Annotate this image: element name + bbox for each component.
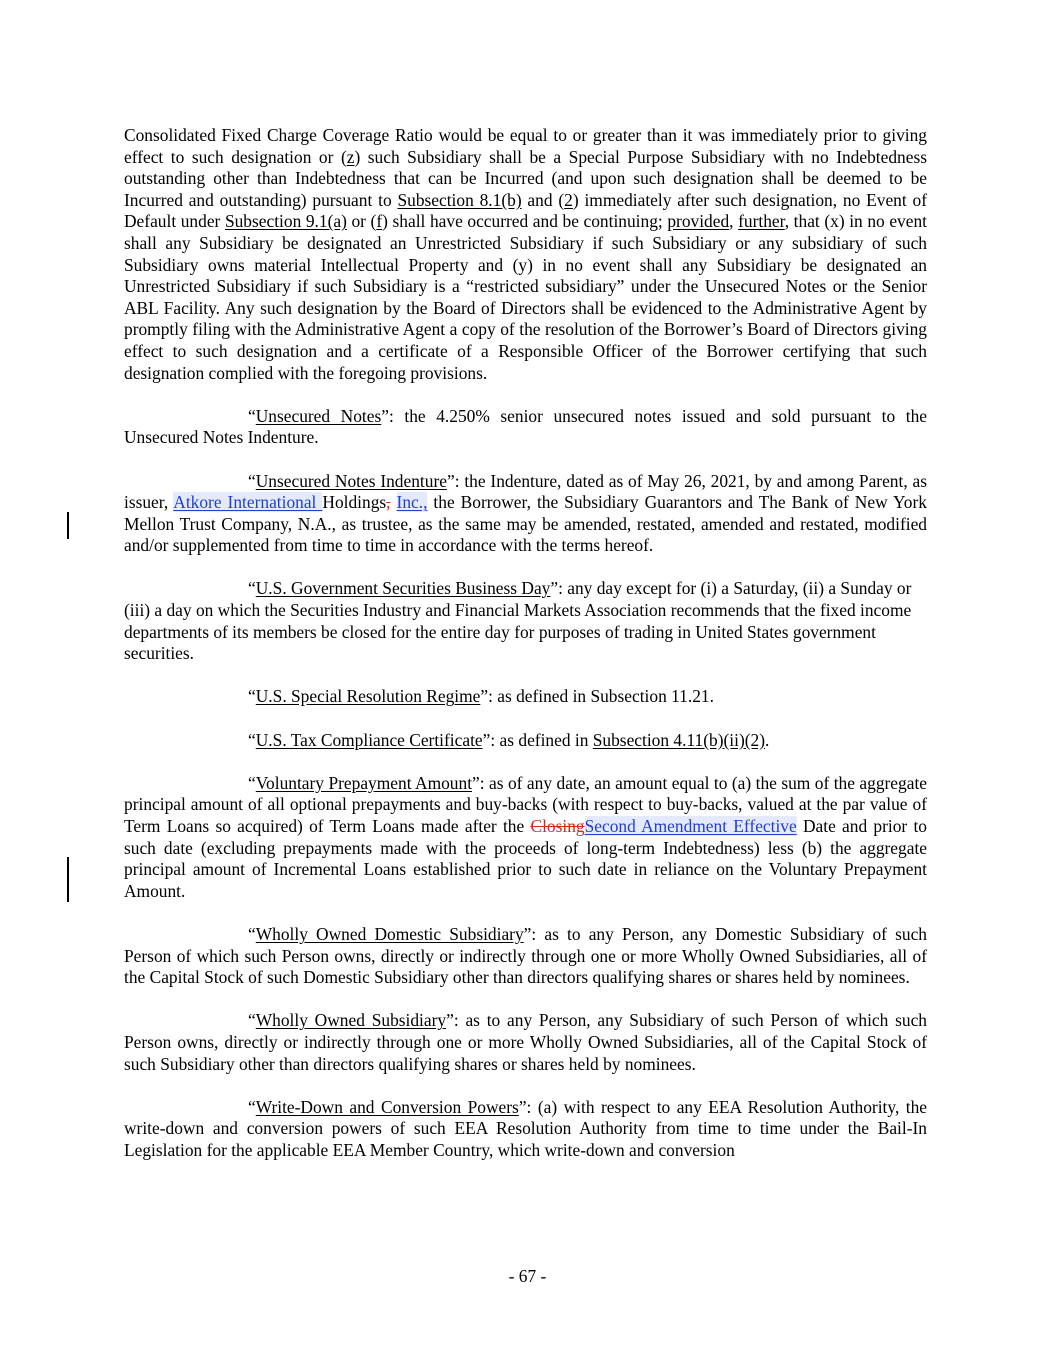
definition-wholly-owned-subsidiary: “Wholly Owned Subsidiary”: as to any Person, any Subsidiary of such Person of which such Person owns, directly or indirectly through one or more Wholly Owned Subsidiaries, all of the Capital Stock of such Subsidiary other than directors qualifying shares or shares held by nominees. bbox=[124, 1010, 928, 1074]
defined-term: Unsecured Notes bbox=[255, 405, 382, 426]
change-bar bbox=[67, 857, 69, 902]
definition-us-special-resolution-regime: “U.S. Special Resolution Regime”: as defined in Subsection 11.21. bbox=[248, 686, 714, 707]
inserted-text: Second Amendment Effective bbox=[584, 816, 797, 836]
document-page bbox=[124, 125, 927, 1162]
definition-us-tax-compliance-certificate: “U.S. Tax Compliance Certificate”: as defined in Subsection 4.11(b)(ii)(2). bbox=[248, 729, 770, 750]
cross-reference-link: Subsection 9.1(a) bbox=[224, 211, 347, 232]
defined-term: Write-Down and Conversion Powers bbox=[255, 1096, 519, 1117]
defined-term: Unsecured Notes Indenture bbox=[255, 470, 447, 491]
change-bar bbox=[67, 512, 69, 539]
definition-us-government-securities-business-day: “U.S. Government Securities Business Day”: any day except for (i) a Saturday, (ii) a Sunday or (iii) a day on which the Securities Industry and Financial Markets Association recommends that the fixed income departments of its members be closed for the entire day for purposes of trading in United States government securities. bbox=[124, 578, 912, 664]
defined-term: Wholly Owned Domestic Subsidiary bbox=[255, 923, 524, 944]
defined-term: U.S. Special Resolution Regime bbox=[255, 686, 481, 707]
inserted-text: Atkore International bbox=[173, 492, 323, 513]
defined-term: Wholly Owned Subsidiary bbox=[255, 1010, 447, 1031]
cross-reference-link: Subsection 4.11(b)(ii)(2) bbox=[592, 729, 766, 750]
definition-unsecured-notes-indenture: “Unsecured Notes Indenture”: the Indenture, dated as of May 26, 2021, by and among Parent, as issuer, Atkore International Holdings, Inc., the Borrower, the Subsidiary Guarantors and The Bank of New York Mellon Trust Company, N.A., as trustee, as the same may be amended, restated, amended and restated, modified and/or supplemented from time to time in accordance with the terms hereof. bbox=[124, 470, 927, 556]
deleted-text: , bbox=[386, 492, 391, 513]
definition-wholly-owned-domestic-subsidiary: “Wholly Owned Domestic Subsidiary”: as to any Person, any Domestic Subsidiary of such Person of which such Person owns, directly or indirectly through one or more Wholly Owned Subsidiaries, all of the Capital Stock of such Domestic Subsidiary other than directors qualifying shares or shares held by nominees. bbox=[124, 923, 927, 988]
deleted-text: Closing bbox=[530, 816, 585, 836]
definition-write-down-and-conversion-powers: “Write-Down and Conversion Powers”: (a) with respect to any EEA Resolution Authority, the write-down and conversion powers of such EEA Resolution Authority from time to time under the Bail-In Legislation for the applicable EEA Member Country, which write-down and conversion bbox=[124, 1096, 927, 1160]
paragraph-continuation: Consolidated Fixed Charge Coverage Ratio would be equal to or greater than it was immediately prior to giving effect to such designation or (z) such Subsidiary shall be a Special Purpose Subsidiary with no Indebtedness outstanding other than Indebtedness that can be Incurred (and upon such designation shall be deemed to be Incurred and outstanding) pursuant to Subsection 8.1(b) and (2) immediately after such designation, no Event of Default under Subsection 9.1(a) or (f) shall have occurred and be continuing; provided, further, that (x) in no event shall any Subsidiary be designated an Unrestricted Subsidiary if such Subsidiary or any subsidiary of such Subsidiary owns material Intellectual Property and (y) in no event shall any Subsidiary be designated an Unrestricted Subsidiary if such Subsidiary is a “restricted subsidiary” under the Unsecured Notes or the Senior ABL Facility. Any such designation by the Board of Directors shall be evidenced to the Administrative Agent by promptly filing with the Administrative Agent a copy of the resolution of the Borrower’s Board of Directors giving effect to such designation and a certificate of a Responsible Officer of the Borrower certifying that such designation complied with the foregoing provisions. bbox=[124, 125, 927, 383]
definition-voluntary-prepayment-amount: “Voluntary Prepayment Amount”: as of any date, an amount equal to (a) the sum of the aggregate principal amount of all optional prepayments and buy-backs (with respect to buy-backs, valued at the par value of Term Loans so acquired) of Term Loans made after the ClosingSecond Amendment Effective Date and prior to such date (excluding prepayments made with the proceeds of long-term Indebtedness) less (b) the aggregate principal amount of Incremental Loans established prior to such date in reliance on the Voluntary Prepayment Amount. bbox=[124, 772, 927, 901]
inserted-text: Inc., bbox=[396, 492, 428, 513]
defined-term: U.S. Government Securities Business Day bbox=[255, 578, 551, 599]
definition-unsecured-notes: “Unsecured Notes”: the 4.250% senior unsecured notes issued and sold pursuant to the Unsecured Notes Indenture. bbox=[124, 405, 927, 448]
defined-term: U.S. Tax Compliance Certificate bbox=[255, 729, 483, 750]
page-number: - 67 - bbox=[508, 1266, 547, 1286]
defined-term: Voluntary Prepayment Amount bbox=[255, 772, 473, 793]
cross-reference-link: Subsection 8.1(b) bbox=[397, 189, 522, 210]
